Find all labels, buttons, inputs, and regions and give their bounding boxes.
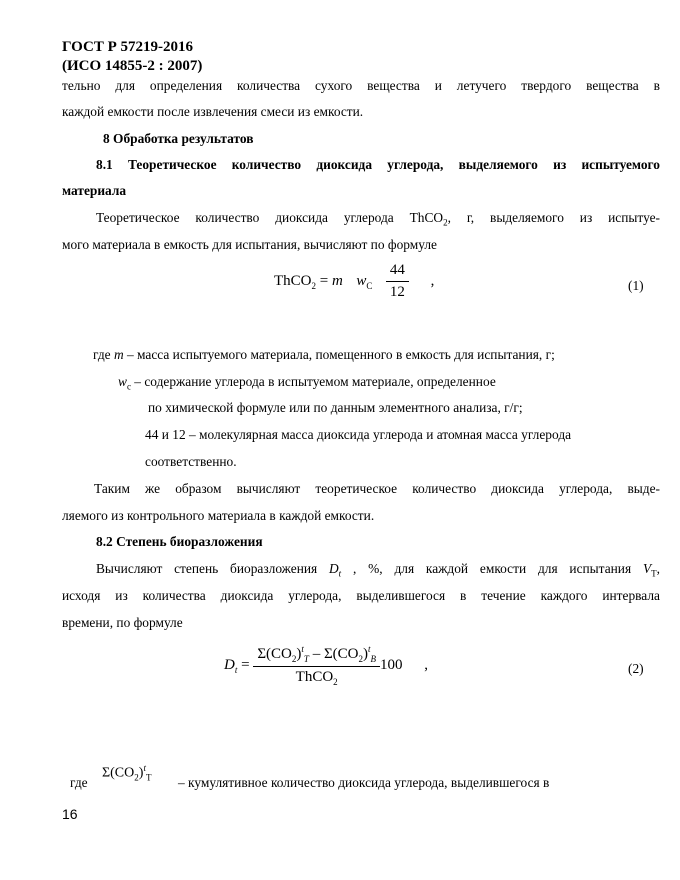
formula-1-comma: , [430, 272, 435, 289]
fraction-denominator: ThCO$_2$ [295, 669, 338, 687]
page-number: 16 [62, 806, 78, 822]
control-paragraph-line-1: Таким же образом вычисляют теоретическое количество диоксида углерода, выде- [94, 481, 660, 496]
where-2-text: – кумулятивное количество диоксида углерода, выделившегося в [178, 775, 550, 790]
where-1-line-4: 44 и 12 – молекулярная масса диоксида углерода и атомная масса углерода [145, 427, 572, 442]
formula-1-mass-symbol: m [331, 272, 343, 289]
control-paragraph-line-2: ляемого из контрольного материала в каждой емкости. [62, 508, 375, 523]
subscript: 2 [443, 217, 448, 228]
doc-iso-reference: (ИСО 14855-2 : 2007) [62, 58, 203, 74]
section-8-title: 8 Обработка результатов [103, 131, 254, 146]
section-8-2-line-1: Вычисляют степень биоразложения $D_t$ , %, для каждой емкости для испытания $V_T$, [96, 561, 660, 579]
section-8-2-line-2: исходя из количества диоксида углерода, выделившегося в течение каждого интервала [62, 588, 660, 603]
formula-2-factor: 100 [380, 657, 403, 673]
section-8-1-text-line-2: мого материала в емкость для испытания, вычисляют по формуле [62, 237, 437, 252]
where-1-line-2: $w_c$ – содержание углерода в испытуемом материале, определенное [118, 374, 496, 392]
where-2-symbol: $\Sigma(CO_2)^t_T$ [102, 763, 152, 783]
formula-2-fraction [253, 644, 380, 687]
section-8-2-title: 8.2 Степень биоразложения [96, 534, 263, 549]
section-8-1-title-line-1: 8.1 Теоретическое количество диоксида углерода, выделяемого из испытуемого [96, 157, 660, 172]
section-8-1-text-line-1 [96, 210, 660, 228]
intro-line-1: тельно для определения количества сухого вещества и летучего твердого вещества в [62, 78, 660, 93]
fraction-denominator: 12 [389, 284, 405, 300]
formula-2 [224, 644, 428, 687]
formula-1-carbon-content: $w_C$ [356, 272, 373, 291]
section-8-2-line-3: времени, по формуле [62, 615, 183, 630]
equals-sign: = [237, 657, 254, 673]
text-segment: , г, выделяемого из испытуе- [447, 210, 661, 225]
fraction-numerator: 44 [386, 262, 409, 282]
formula-2-number: (2) [628, 661, 644, 676]
intro-line-2: каждой емкости после извлечения смеси из емкости. [62, 104, 364, 119]
where-1-line-3: по химической формуле или по данным элементного анализа, г/г; [148, 400, 523, 415]
where-2-gde: где [70, 775, 88, 790]
formula-2-comma: , [424, 657, 429, 673]
where-1-line-1: где m – масса испытуемого материала, помещенного в емкость для испытания, г; [93, 347, 555, 362]
formula-1-lhs: ThCO$_2$ [274, 272, 316, 291]
formula-2-lhs: $D_t$ [224, 656, 238, 675]
section-8-1-title-line-2: материала [62, 183, 127, 198]
fraction-numerator: $\Sigma(CO_2)^t_T - \Sigma(CO_2)^t_B$ [253, 644, 380, 667]
text-segment: Теоретическое количество диоксида углерода ThCO [96, 210, 444, 225]
doc-standard-number: ГОСТ Р 57219-2016 [62, 39, 194, 55]
formula-1 [274, 262, 434, 301]
formula-1-number: (1) [628, 278, 644, 293]
equals-sign: = [316, 272, 332, 289]
where-1-line-5: соответственно. [145, 454, 237, 469]
formula-1-fraction [386, 262, 409, 301]
